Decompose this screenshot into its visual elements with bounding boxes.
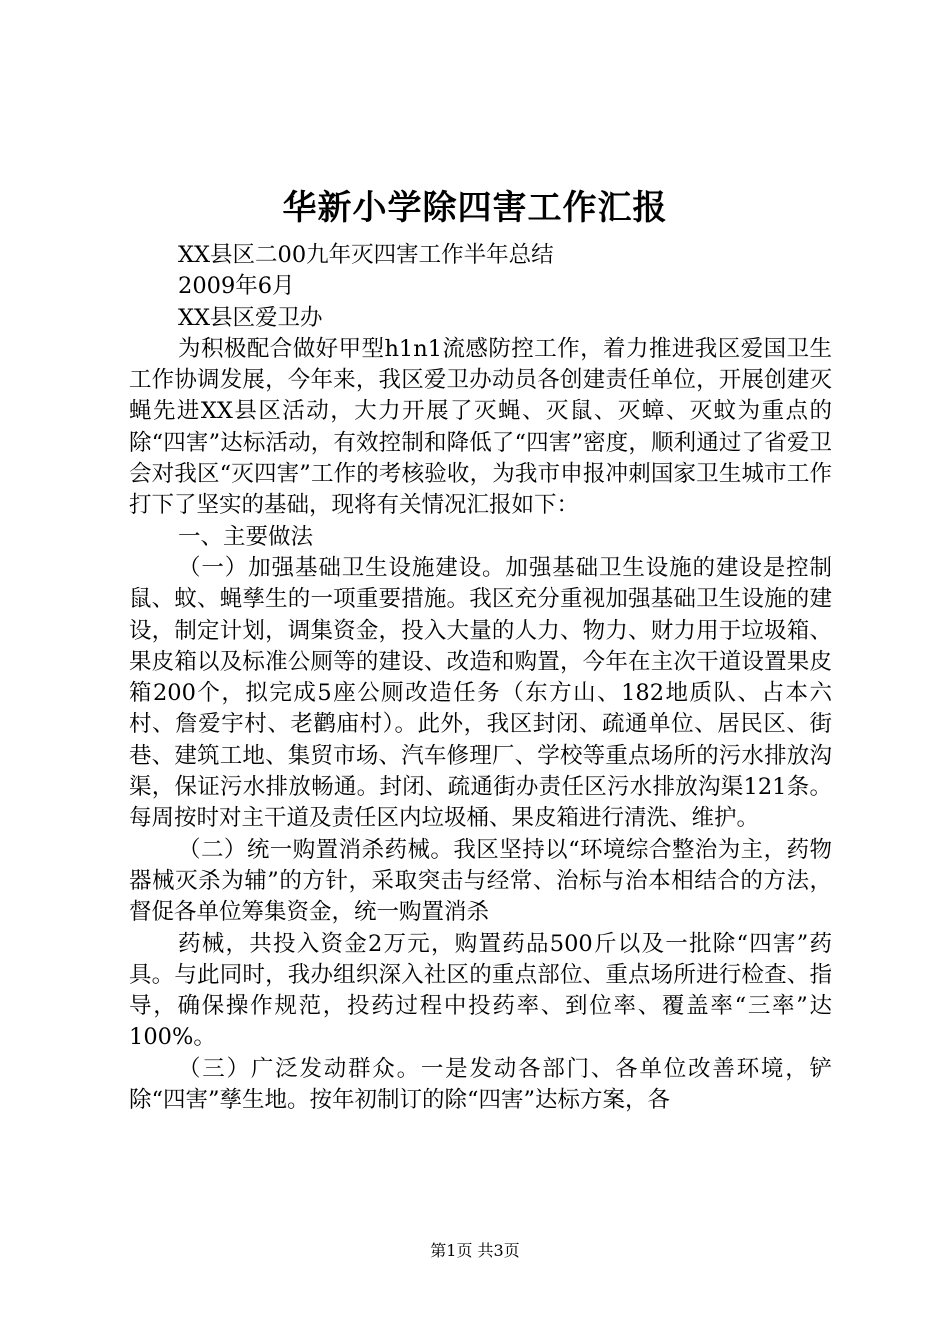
section-heading: 一、主要做法 (178, 523, 314, 550)
paragraph-item-2: （二）统一购置消杀药械。我区坚持以“环境综合整治为主，药物器械灭杀为辅”的方针，采取突击与经常、治标与治本相结合的方法，督促各单位筹集资金，统一购置消杀 (129, 836, 832, 926)
page-footer: 第1页 共3页 (430, 1241, 520, 1260)
date-line: 2009年6月 (178, 273, 295, 300)
document-body (129, 240, 832, 1116)
paragraph-intro: 为积极配合做好甲型h1n1流感防控工作，着力推进我区爱国卫生工作协调发展，今年来，我区爱卫办动员各创建责任单位，开展创建灭蝇先进XX县区活动，大力开展了灭蝇、灭鼠、灭蟑、灭蚊为重点的除“四害”达标活动，有效控制和降低了“四害”密度，顺利通过了省爱卫会对我区“灭四害”工作的考核验收，为我市申报冲刺国家卫生城市工作打下了坚实的基础，现将有关情况汇报如下： (129, 335, 832, 519)
paragraph-item-3: （三）广泛发动群众。一是发动各部门、各单位改善环境，铲除“四害”孳生地。按年初制订的除“四害”达标方案，各 (129, 1055, 832, 1114)
subtitle-line: XX县区二00九年灭四害工作半年总结 (178, 242, 554, 268)
issuer-line: XX县区爱卫办 (178, 304, 323, 331)
paragraph-item-1: （一）加强基础卫生设施建设。加强基础卫生设施的建设是控制鼠、蚊、蝇孳生的一项重要措施。我区充分重视加强基础卫生设施的建设，制定计划，调集资金，投入大量的人力、物力、财力用于垃圾箱、果皮箱以及标准公厕等的建设、改造和购置，今年在主次干道设置果皮箱200个，拟完成5座公厕改造任务（东方山、182地质队、占本六村、詹爱宇村、老鹳庙村）。此外，我区封闭、疏通单位、居民区、街巷、建筑工地、集贸市场、汽车修理厂、学校等重点场所的污水排放沟渠，保证污水排放畅通。封闭、疏通街办责任区污水排放沟渠121条。每周按时对主干道及责任区内垃圾桶、果皮箱进行清洗、维护。 (129, 554, 832, 832)
document-title: 华新小学除四害工作汇报 (282, 188, 668, 228)
paragraph-item-2-cont: 药械，共投入资金2万元，购置药品500斤以及一批除“四害”药具。与此同时，我办组织深入社区的重点部位、重点场所进行检查、指导，确保操作规范，投药过程中投药率、到位率、覆盖率“三率”达100%。 (129, 930, 832, 1051)
